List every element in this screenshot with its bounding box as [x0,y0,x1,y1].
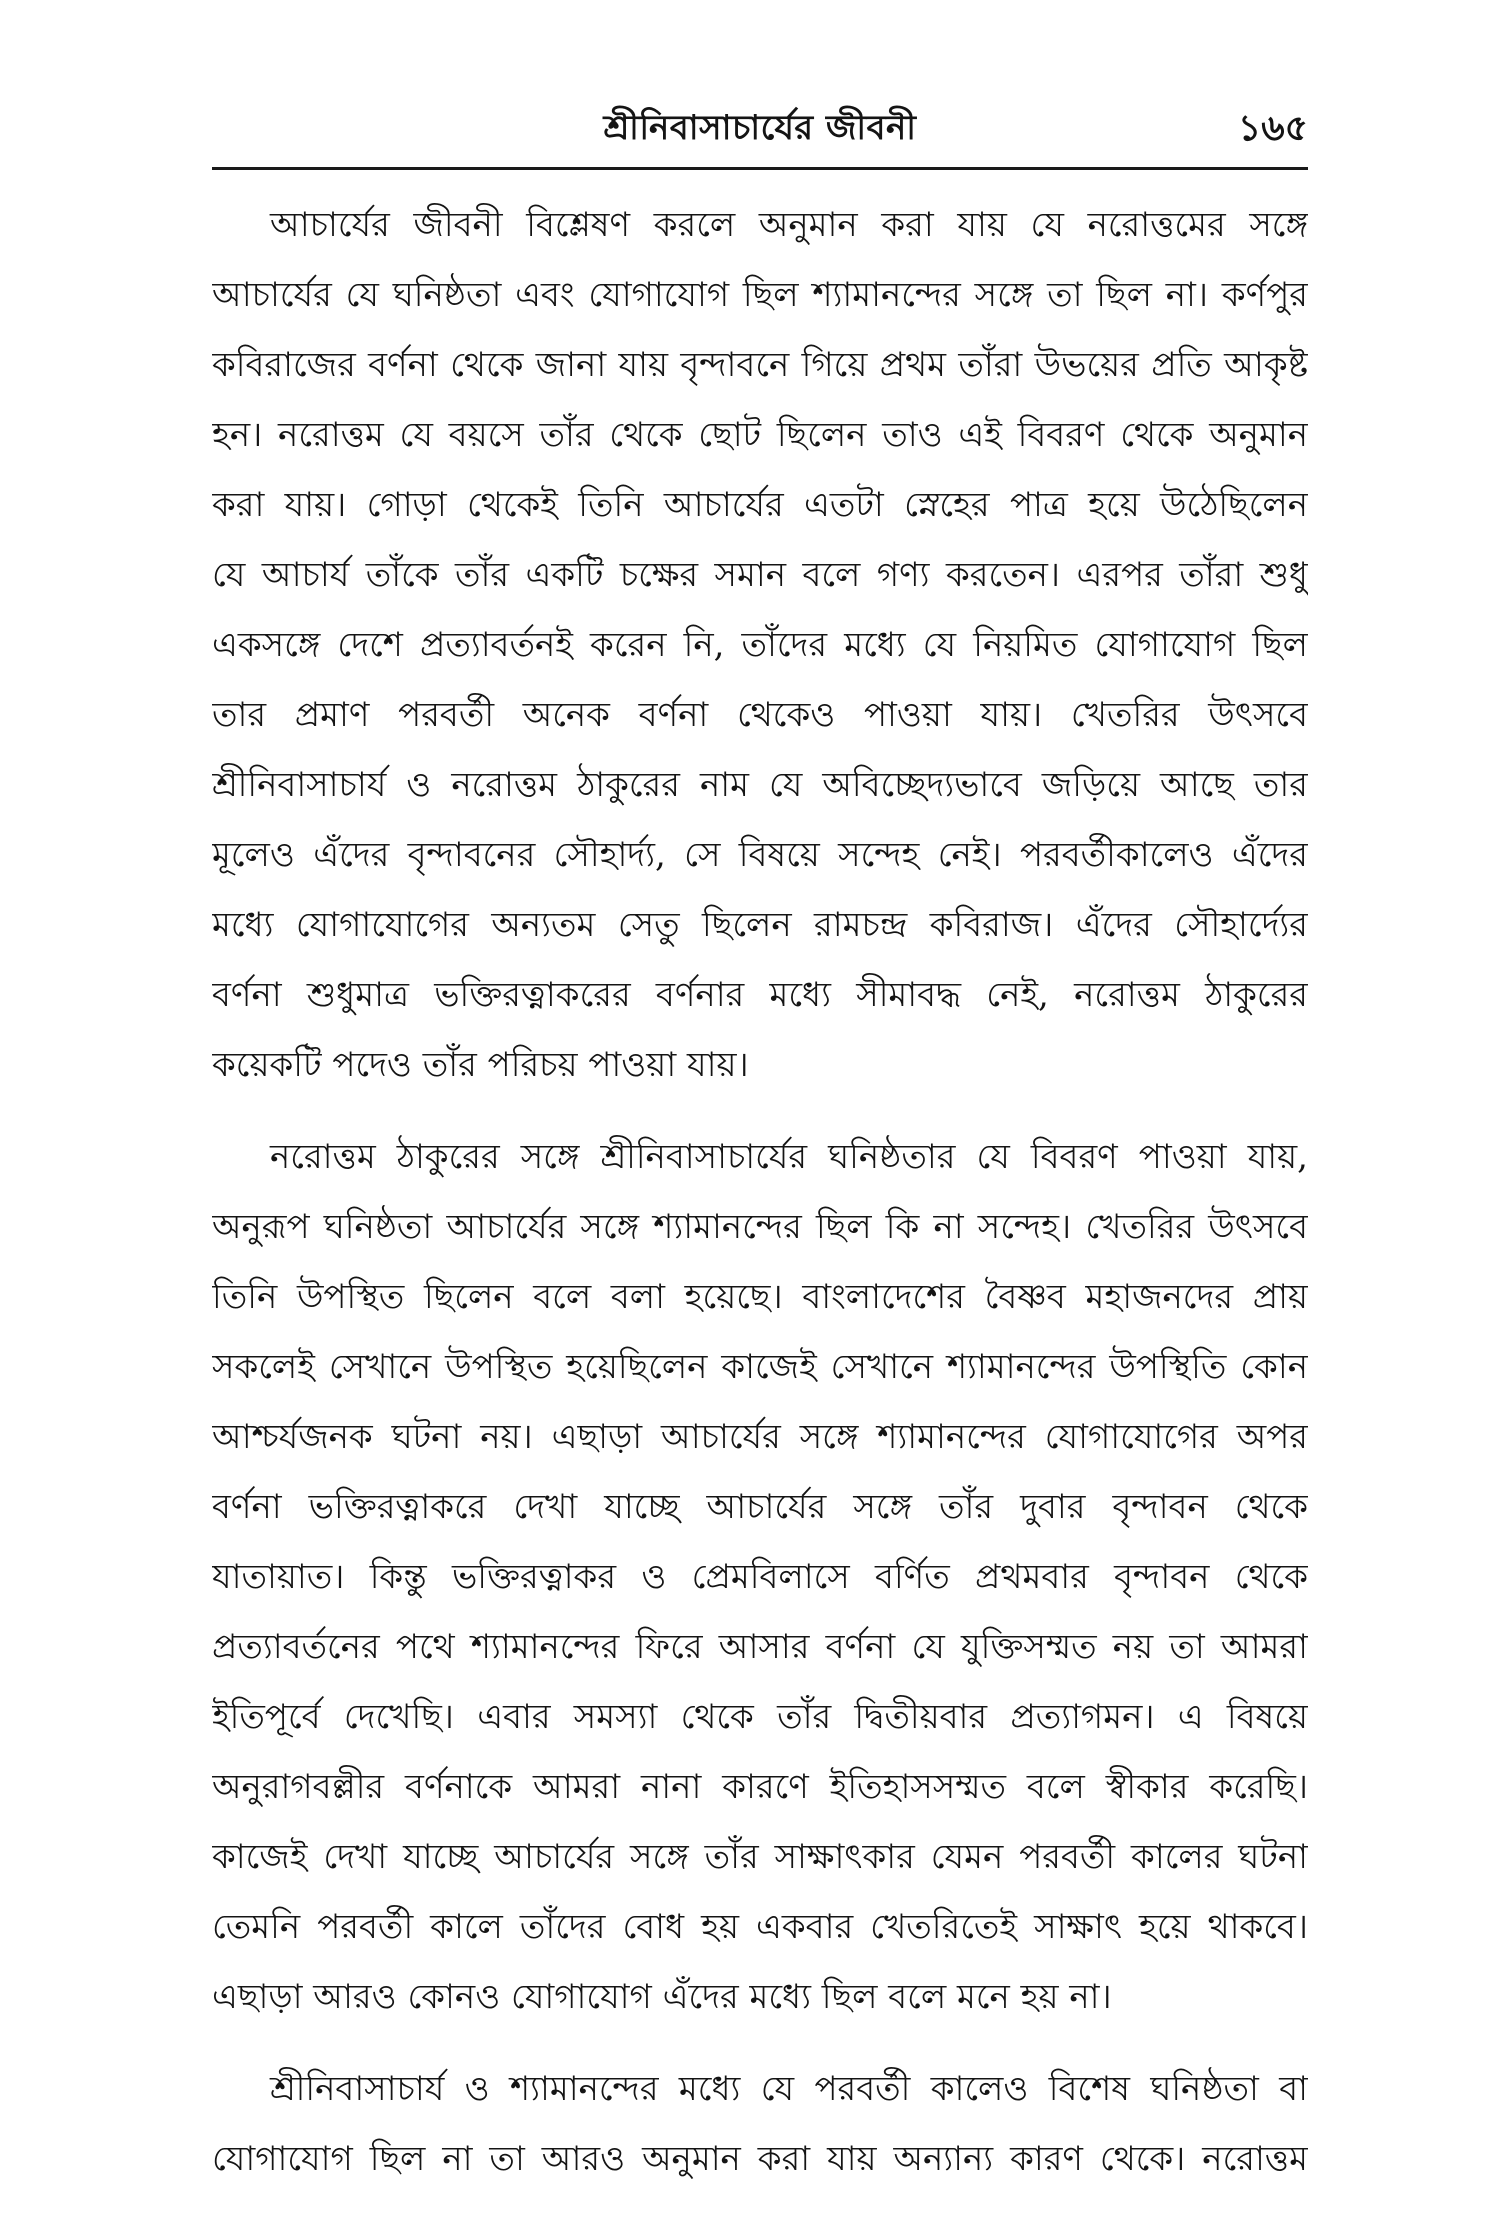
text-line: বর্ণনা শুধুমাত্র ভক্তিরত্নাকরের বর্ণনার মধ্যে সীমাবদ্ধ নেই, নরোত্তম ঠাকুরের [212,975,1308,1015]
running-header [212,98,1308,158]
page-number: ১৬৫ [1237,107,1308,149]
text-line: যাতায়াত। কিন্তু ভক্তিরত্নাকর ও প্রেমবিলাসে বর্ণিত প্রথমবার বৃন্দাবন থেকে [212,1557,1308,1597]
text-line: যোগাযোগ ছিল না তা আরও অনুমান করা যায় অন্যান্য কারণ থেকে। নরোত্তম [212,2139,1308,2179]
text-line: বর্ণনা ভক্তিরত্নাকরে দেখা যাচ্ছে আচার্যের সঙ্গে তাঁর দুবার বৃন্দাবন থেকে [212,1487,1308,1527]
text-line: সকলেই সেখানে উপস্থিত হয়েছিলেন কাজেই সেখানে শ্যামানন্দের উপস্থিতি কোন [212,1347,1308,1387]
text-line: আশ্চর্যজনক ঘটনা নয়। এছাড়া আচার্যের সঙ্গে শ্যামানন্দের যোগাযোগের অপর [212,1417,1308,1457]
text-line: অনুরাগবল্লীর বর্ণনাকে আমরা নানা কারণে ইতিহাসসম্মত বলে স্বীকার করেছি। [212,1767,1308,1807]
text-line: কাজেই দেখা যাচ্ছে আচার্যের সঙ্গে তাঁর সাক্ষাৎকার যেমন পরবর্তী কালের ঘটনা [212,1837,1308,1877]
text-line: কয়েকটি পদেও তাঁর পরিচয় পাওয়া যায়। [212,1045,749,1085]
text-line: অনুরূপ ঘনিষ্ঠতা আচার্যের সঙ্গে শ্যামানন্দের ছিল কি না সন্দেহ। খেতরির উৎসবে [212,1207,1308,1247]
text-line: হন। নরোত্তম যে বয়সে তাঁর থেকে ছোট ছিলেন তাও এই বিবরণ থেকে অনুমান [212,415,1308,455]
text-line: আচার্যের যে ঘনিষ্ঠতা এবং যোগাযোগ ছিল শ্যামানন্দের সঙ্গে তা ছিল না। কর্ণপুর [212,275,1308,315]
text-line: আচার্যের জীবনী বিশ্লেষণ করলে অনুমান করা যায় যে নরোত্তমের সঙ্গে [270,205,1308,245]
text-line: এছাড়া আরও কোনও যোগাযোগ এঁদের মধ্যে ছিল বলে মনে হয় না। [212,1977,1112,2017]
text-line: ইতিপূর্বে দেখেছি। এবার সমস্যা থেকে তাঁর দ্বিতীয়বার প্রত্যাগমন। এ বিষয়ে [212,1697,1308,1737]
text-line: প্রত্যাবর্তনের পথে শ্যামানন্দের ফিরে আসার বর্ণনা যে যুক্তিসম্মত নয় তা আমরা [212,1627,1308,1667]
text-line: তার প্রমাণ পরবর্তী অনেক বর্ণনা থেকেও পাওয়া যায়। খেতরির উৎসবে [212,695,1308,735]
text-line: যে আচার্য তাঁকে তাঁর একটি চক্ষের সমান বলে গণ্য করতেন। এরপর তাঁরা শুধু [212,555,1308,595]
text-line: করা যায়। গোড়া থেকেই তিনি আচার্যের এতটা স্নেহের পাত্র হয়ে উঠেছিলেন [212,485,1308,525]
text-line: একসঙ্গে দেশে প্রত্যাবর্তনই করেন নি, তাঁদের মধ্যে যে নিয়মিত যোগাযোগ ছিল [212,625,1308,665]
paragraph-1 [212,190,1308,1100]
text-line: তিনি উপস্থিত ছিলেন বলে বলা হয়েছে। বাংলাদেশের বৈষ্ণব মহাজনদের প্রায় [212,1277,1308,1317]
paragraph-2 [212,1122,1308,2032]
header-rule [212,167,1308,170]
text-line: নরোত্তম ঠাকুরের সঙ্গে শ্রীনিবাসাচার্যের ঘনিষ্ঠতার যে বিবরণ পাওয়া যায়, [270,1137,1308,1177]
text-line: শ্রীনিবাসাচার্য ও নরোত্তম ঠাকুরের নাম যে অবিচ্ছেদ্যভাবে জড়িয়ে আছে তার [212,765,1308,805]
body-text [212,190,1308,2216]
text-line: শ্রীনিবাসাচার্য ও শ্যামানন্দের মধ্যে যে পরবর্তী কালেও বিশেষ ঘনিষ্ঠতা বা [270,2069,1308,2109]
paragraph-3 [212,2054,1308,2194]
text-line: মূলেও এঁদের বৃন্দাবনের সৌহার্দ্য, সে বিষয়ে সন্দেহ নেই। পরবর্তীকালেও এঁদের [212,835,1308,875]
text-line: কবিরাজের বর্ণনা থেকে জানা যায় বৃন্দাবনে গিয়ে প্রথম তাঁরা উভয়ের প্রতি আকৃষ্ট [212,345,1308,385]
running-title: শ্রীনিবাসাচার্যের জীবনী [603,108,917,148]
text-line: তেমনি পরবর্তী কালে তাঁদের বোধ হয় একবার খেতরিতেই সাক্ষাৎ হয়ে থাকবে। [212,1907,1308,1947]
text-line: মধ্যে যোগাযোগের অন্যতম সেতু ছিলেন রামচন্দ্র কবিরাজ। এঁদের সৌহার্দ্যের [212,905,1308,945]
